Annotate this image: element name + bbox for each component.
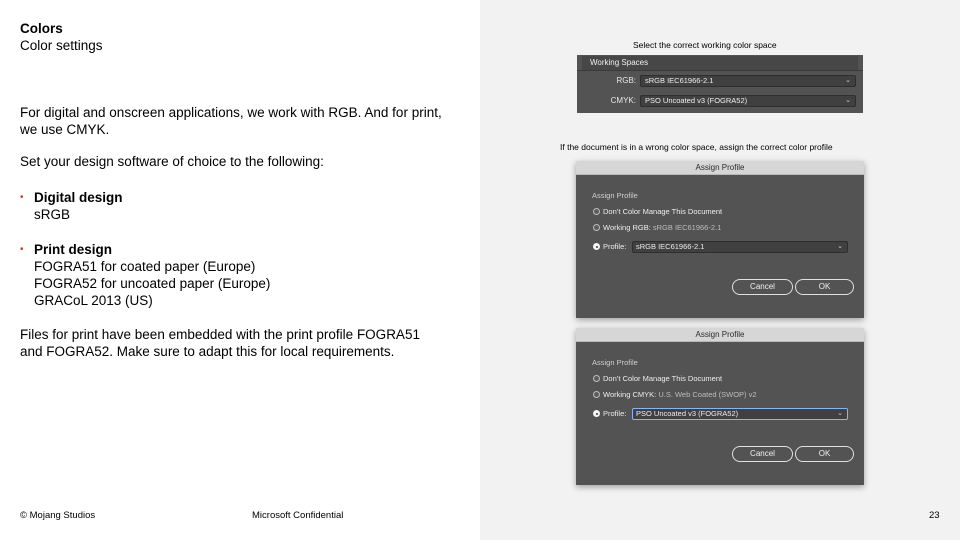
cmyk-select-value: PSO Uncoated v3 (FOGRA52) xyxy=(645,96,748,105)
bullet-line: FOGRA52 for uncoated paper (Europe) xyxy=(34,276,271,291)
ok-button[interactable]: OK xyxy=(795,446,854,462)
option-label: Working CMYK: xyxy=(603,390,657,399)
bullet-dot: • xyxy=(20,244,24,255)
bullet-heading: Print design xyxy=(34,242,113,257)
slide-title: Colors xyxy=(20,21,63,36)
slide-subtitle: Color settings xyxy=(20,38,103,53)
footer-confidential: Microsoft Confidential xyxy=(252,510,344,521)
radio-selected-icon[interactable] xyxy=(593,243,600,250)
rgb-select-value: sRGB IEC61966-2.1 xyxy=(645,76,714,85)
working-spaces-caption: Select the correct working color space xyxy=(633,40,777,50)
radio-icon[interactable] xyxy=(593,391,600,398)
bullet-dot: • xyxy=(20,192,24,203)
radio-selected-icon[interactable] xyxy=(593,410,600,417)
dialog-section-label: Assign Profile xyxy=(592,191,638,200)
intro-text xyxy=(20,104,470,138)
profile-select[interactable] xyxy=(632,408,848,420)
cancel-button[interactable]: Cancel xyxy=(732,446,793,462)
dialog-section-label: Assign Profile xyxy=(592,358,638,367)
dialog-title: Assign Profile xyxy=(695,330,745,339)
chevron-down-icon: ⌄ xyxy=(837,410,843,417)
working-spaces-panel xyxy=(577,55,863,113)
cmyk-label: CMYK: xyxy=(610,96,636,105)
page-number: 23 xyxy=(929,510,940,521)
assign-profile-dialog-cmyk: Assign Profile Assign Profile Don’t Color Manage This Document Working CMYK: U.S. Web Coated (SWOP) v2 Profile: PSO Uncoated v3 (FOGRA52) ⌄ Cancel OK xyxy=(576,328,864,485)
rgb-select[interactable] xyxy=(640,75,856,87)
bullet-line: sRGB xyxy=(34,207,71,222)
bullet-heading: Digital design xyxy=(34,190,123,205)
option-value: U.S. Web Coated (SWOP) v2 xyxy=(658,390,757,399)
option-label: Working RGB: xyxy=(603,223,651,232)
radio-icon[interactable] xyxy=(593,208,600,215)
assign-profile-dialog-rgb: Assign Profile Assign Profile Don’t Color Manage This Document Working RGB: sRGB IEC61966-2.1 Profile: sRGB IEC61966-2.1 ⌄ Cancel OK xyxy=(576,161,864,318)
dialog-titlebar[interactable] xyxy=(576,161,864,175)
divider xyxy=(577,70,863,71)
profile-note xyxy=(20,326,470,360)
option-value: sRGB IEC61966-2.1 xyxy=(652,223,722,232)
intro-line-2: we use CMYK. xyxy=(20,122,110,137)
cmyk-select[interactable] xyxy=(640,95,856,107)
radio-icon[interactable] xyxy=(593,375,600,382)
profile-select-value: sRGB IEC61966-2.1 xyxy=(636,242,705,251)
profile-select[interactable] xyxy=(632,241,848,253)
dialog-titlebar[interactable] xyxy=(576,328,864,342)
chevron-down-icon: ⌄ xyxy=(845,97,851,104)
footer-copyright: © Mojang Studios xyxy=(20,510,96,521)
chevron-down-icon: ⌄ xyxy=(837,243,843,250)
note-line-2: and FOGRA52. Make sure to adapt this for local requirements. xyxy=(20,344,395,359)
intro-line-1: For digital and onscreen applications, we work with RGB. And for print, xyxy=(20,105,442,120)
assign-profile-caption: If the document is in a wrong color space, assign the correct color profile xyxy=(560,142,833,152)
cancel-button[interactable]: Cancel xyxy=(732,279,793,295)
dialog-title: Assign Profile xyxy=(695,163,745,172)
profile-select-value: PSO Uncoated v3 (FOGRA52) xyxy=(636,409,739,418)
working-spaces-title: Working Spaces xyxy=(582,56,858,70)
ok-button[interactable]: OK xyxy=(795,279,854,295)
rgb-label: RGB: xyxy=(616,76,636,85)
setup-text: Set your design software of choice to the following: xyxy=(20,154,324,169)
bullet-line: GRACoL 2013 (US) xyxy=(34,293,153,308)
chevron-down-icon: ⌄ xyxy=(845,77,851,84)
radio-icon[interactable] xyxy=(593,224,600,231)
bullet-line: FOGRA51 for coated paper (Europe) xyxy=(34,259,256,274)
note-line-1: Files for print have been embedded with the print profile FOGRA51 xyxy=(20,327,420,342)
